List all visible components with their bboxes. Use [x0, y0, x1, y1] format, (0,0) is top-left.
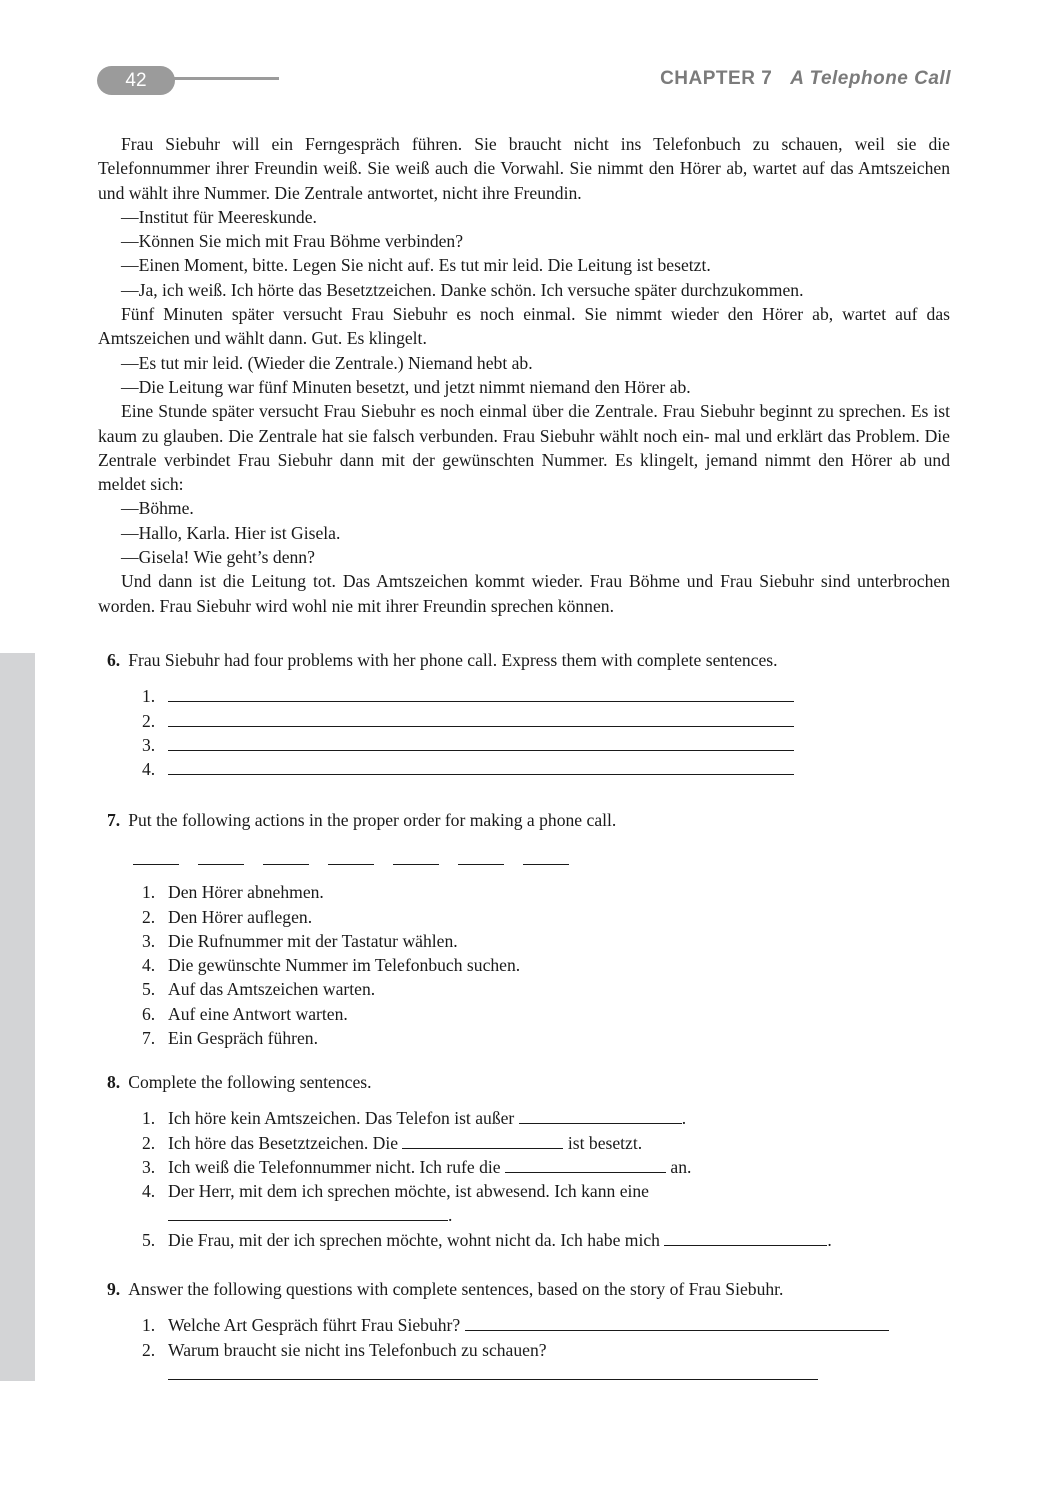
list-item [107, 1203, 832, 1227]
answer-blank[interactable] [168, 1203, 448, 1221]
list-item [107, 953, 616, 977]
sentence-list [107, 1106, 832, 1252]
answer-blank[interactable] [519, 1106, 682, 1124]
exercise-8-instruction [107, 1070, 832, 1094]
list-item [107, 709, 794, 733]
story-paragraph: Eine Stunde später versucht Frau Siebuhr es noch einmal über die Zentrale. Frau Siebuhr beginnt zu sprechen. Es ist kaum zu glauben. Die Zentrale hat sie falsch verbunden. Frau Siebuhr wählt noch ein- mal und erklärt das Problem. Die Zentrale verbindet Frau Siebuhr dann mit der gewünschten Nummer. Es klingelt, jemand nimmt den Hörer ab und meldet sich: [98, 401, 950, 495]
answer-blank[interactable] [505, 1155, 666, 1173]
order-blank[interactable] [523, 846, 569, 865]
item-number: 1. [142, 882, 156, 903]
list-item [107, 757, 794, 781]
answer-list [107, 684, 794, 781]
list-item [107, 1338, 889, 1362]
story-text [98, 132, 950, 618]
answer-blank[interactable] [168, 684, 794, 702]
dialogue-line: —Gisela! Wie geht’s denn? [121, 547, 315, 568]
list-item [107, 684, 794, 708]
list-item [107, 880, 616, 904]
story-paragraph: Fünf Minuten später versucht Frau Siebuhr es noch einmal. Sie nimmt wieder den Hörer ab, wartet auf das Amtszeichen und wählt dann. Gut. Es klingelt. [98, 304, 950, 349]
sentence-start: Ich höre das Besetztzeichen. Die [168, 1132, 399, 1153]
item-number: 2. [142, 710, 156, 731]
exercise-number: 6. [107, 650, 121, 670]
item-number: 2. [142, 1132, 156, 1153]
item-text: Die gewünschte Nummer im Telefonbuch suchen. [168, 955, 521, 976]
side-thumb-tab [0, 653, 35, 1381]
sentence-end: . [681, 1108, 687, 1129]
list-item [107, 1131, 832, 1155]
item-number: 1. [142, 1315, 156, 1336]
item-text: Den Hörer abnehmen. [168, 882, 324, 903]
item-number: 4. [142, 1181, 156, 1202]
sentence-end: an. [670, 1156, 692, 1177]
order-blanks [133, 846, 616, 870]
dialogue-line: —Ja, ich weiß. Ich hörte das Besetztzeichen. Danke schön. Ich versuche später durchzukommen. [121, 279, 804, 300]
chapter-label: CHAPTER 7 [660, 68, 773, 89]
list-item [107, 1002, 616, 1026]
dialogue-line: —Hallo, Karla. Hier ist Gisela. [121, 522, 341, 543]
list-item [107, 1155, 832, 1179]
answer-blank[interactable] [168, 757, 794, 775]
exercise-8 [107, 1070, 832, 1252]
item-number: 4. [142, 955, 156, 976]
list-item [107, 1179, 832, 1203]
item-number: 2. [142, 1339, 156, 1360]
list-item [107, 905, 616, 929]
item-number: 7. [142, 1028, 156, 1049]
page-number-badge: 42 [97, 66, 175, 95]
instruction-text: Frau Siebuhr had four problems with her phone call. Express them with complete sentences. [128, 650, 778, 670]
item-number: 1. [142, 1108, 156, 1129]
order-blank[interactable] [393, 846, 439, 865]
question-list [107, 1313, 889, 1386]
dialogue-line: —Institut für Meereskunde. [121, 206, 317, 227]
item-number: 2. [142, 906, 156, 927]
exercise-9-instruction [107, 1277, 889, 1301]
story-paragraph: Frau Siebuhr will ein Ferngespräch führen. Sie braucht nicht ins Telefonbuch zu schauen, weil sie die Telefonnummer ihrer Freundin weiß. Sie weiß auch die Vorwahl. Sie nimmt den Hörer ab, wartet auf das Amtszeichen und wählt ihre Nummer. Die Zentrale antwortet, nicht ihre Freundin. [98, 134, 950, 203]
item-text: Den Hörer auflegen. [168, 906, 313, 927]
item-number: 6. [142, 1003, 156, 1024]
list-item [107, 1313, 889, 1337]
item-text: Ein Gespräch führen. [168, 1028, 318, 1049]
list-item [107, 977, 616, 1001]
answer-blank[interactable] [664, 1228, 827, 1246]
exercise-6-instruction [107, 648, 794, 672]
sentence-end: . [448, 1205, 453, 1226]
order-blank[interactable] [133, 846, 179, 865]
exercise-6 [107, 648, 794, 781]
chapter-title: A Telephone Call [790, 68, 951, 89]
item-number: 3. [142, 734, 156, 755]
exercise-7 [107, 808, 616, 1050]
answer-blank[interactable] [402, 1131, 563, 1149]
sentence-start: Ich weiß die Telefonnummer nicht. Ich rufe die [168, 1156, 501, 1177]
sentence-start: Die Frau, mit der ich sprechen möchte, wohnt nicht da. Ich habe mich [168, 1229, 660, 1250]
action-list [107, 880, 616, 1050]
instruction-text: Answer the following questions with complete sentences, based on the story of Frau Siebuhr. [128, 1279, 784, 1299]
exercise-7-instruction [107, 808, 616, 832]
item-number: 1. [142, 686, 156, 707]
answer-blank[interactable] [168, 733, 794, 751]
chapter-header [660, 68, 951, 90]
answer-blank[interactable] [465, 1313, 889, 1331]
order-blank[interactable] [263, 846, 309, 865]
dialogue-line: —Böhme. [121, 498, 194, 519]
exercise-number: 8. [107, 1072, 121, 1092]
item-number: 5. [142, 979, 156, 1000]
dialogue-line: —Können Sie mich mit Frau Böhme verbinden? [121, 231, 464, 252]
sentence-end: . [827, 1229, 832, 1250]
answer-blank[interactable] [168, 709, 794, 727]
item-number: 3. [142, 1156, 156, 1177]
item-text: Auf das Amtszeichen warten. [168, 979, 376, 1000]
sentence-start: Der Herr, mit dem ich sprechen möchte, ist abwesend. Ich kann eine [168, 1181, 649, 1202]
sentence-start: Ich höre kein Amtszeichen. Das Telefon ist außer [168, 1108, 515, 1129]
exercise-number: 7. [107, 810, 121, 830]
question-text: Warum braucht sie nicht ins Telefonbuch zu schauen? [168, 1339, 547, 1360]
exercise-number: 9. [107, 1279, 121, 1299]
item-number: 3. [142, 930, 156, 951]
answer-blank[interactable] [168, 1362, 818, 1380]
dialogue-line: —Es tut mir leid. (Wieder die Zentrale.) Niemand hebt ab. [121, 352, 533, 373]
item-text: Die Rufnummer mit der Tastatur wählen. [168, 930, 458, 951]
list-item [107, 1026, 616, 1050]
item-number: 4. [142, 759, 156, 780]
instruction-text: Complete the following sentences. [128, 1072, 372, 1092]
list-item [107, 1228, 832, 1252]
order-blank[interactable] [328, 846, 374, 865]
instruction-text: Put the following actions in the proper order for making a phone call. [128, 810, 617, 830]
sentence-end: ist besetzt. [567, 1132, 643, 1153]
dialogue-line: —Die Leitung war fünf Minuten besetzt, und jetzt nimmt niemand den Hörer ab. [121, 376, 691, 397]
list-item [107, 929, 616, 953]
list-item [107, 1362, 889, 1386]
dialogue-line: —Einen Moment, bitte. Legen Sie nicht auf. Es tut mir leid. Die Leitung ist besetzt. [121, 255, 711, 276]
list-item [107, 1106, 832, 1130]
story-paragraph: Und dann ist die Leitung tot. Das Amtszeichen kommt wieder. Frau Böhme und Frau Siebuhr sind unterbrochen worden. Frau Siebuhr wird wohl nie mit ihrer Freundin sprechen können. [98, 571, 950, 616]
question-text: Welche Art Gespräch führt Frau Siebuhr? [168, 1315, 461, 1336]
order-blank[interactable] [458, 846, 504, 865]
order-blank[interactable] [198, 846, 244, 865]
header-rule [172, 77, 279, 80]
exercise-9 [107, 1277, 889, 1386]
list-item [107, 733, 794, 757]
item-text: Auf eine Antwort warten. [168, 1003, 348, 1024]
item-number: 5. [142, 1229, 156, 1250]
